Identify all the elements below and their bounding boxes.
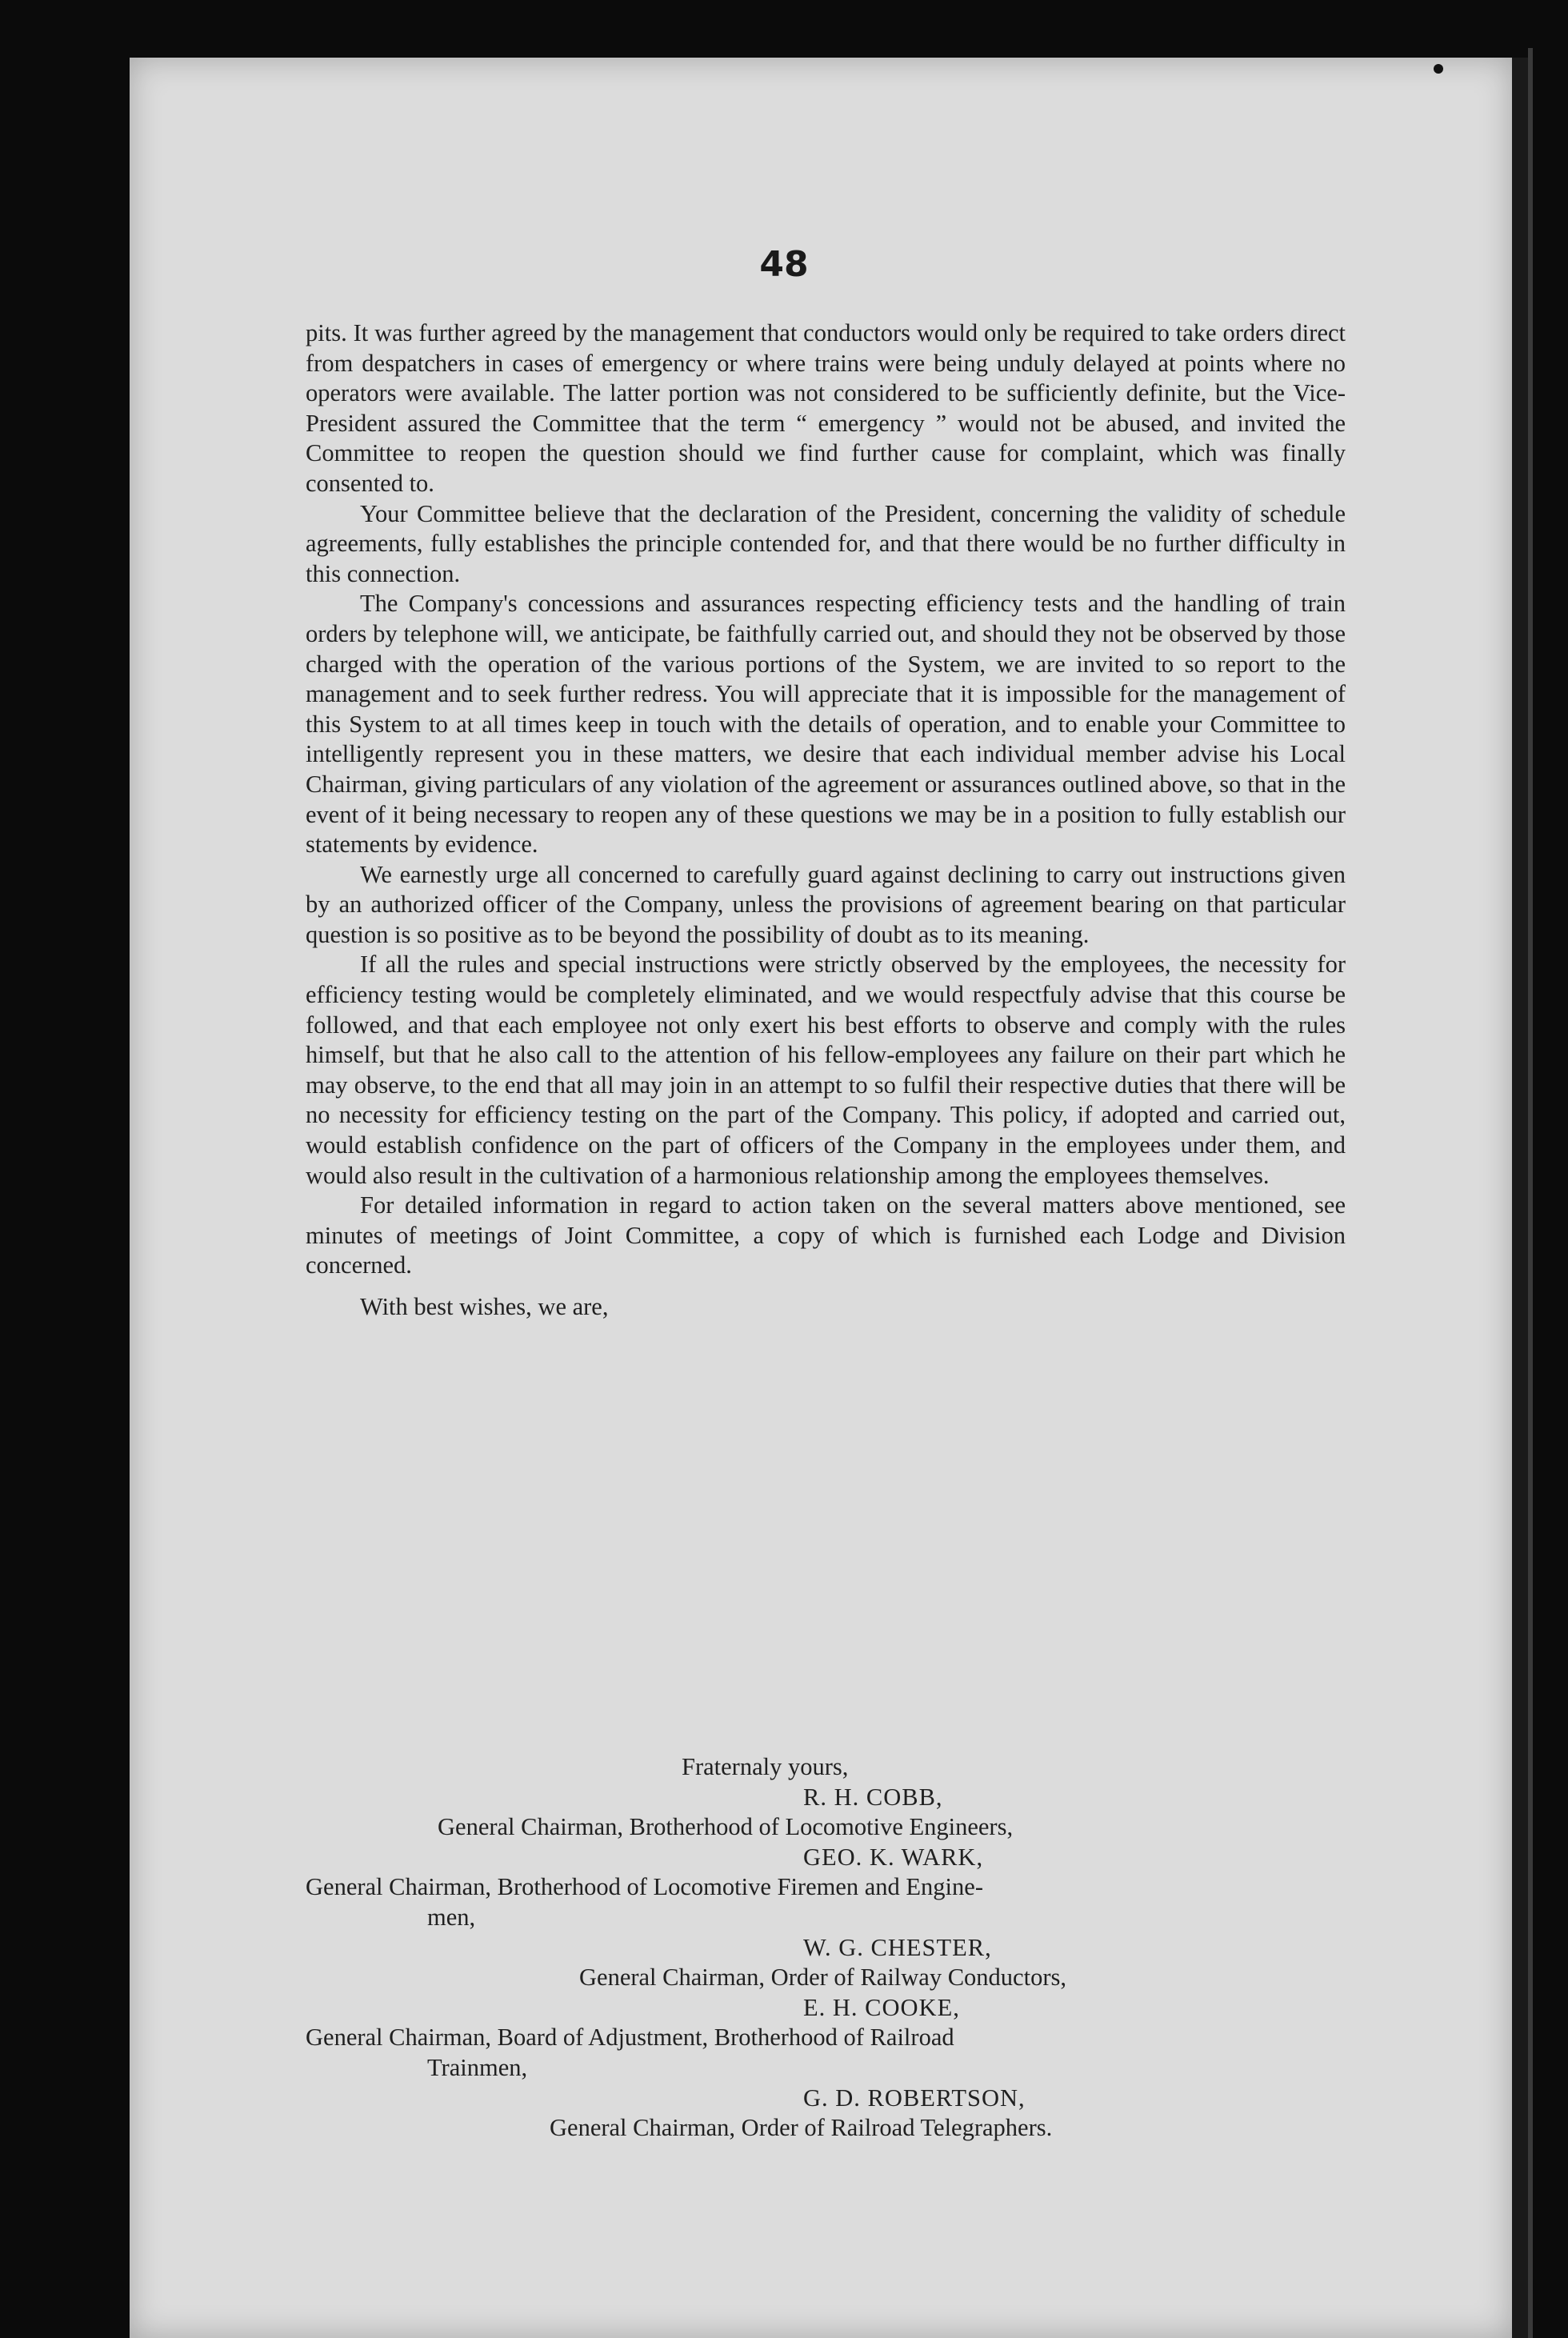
paragraph-continuation: pits. It was further agreed by the management that conductors would only be required to take orders direct from despatchers in cases of emergency or where trains were being unduly delayed at points where no operators were available. The latter portion was not considered to be sufficiently definite, but the Vice-President assured the Committee that the term “ emergency ” would not be abused, and invited the Committee to reopen the question should we find further cause for complaint, which was finally consented to. bbox=[306, 319, 1346, 497]
signatory-name: GEO. K. WARK, bbox=[803, 1843, 984, 1871]
signatory-title: General Chairman, Brotherhood of Locomotive Engineers, bbox=[438, 1813, 1014, 1841]
signatory-name: G. D. ROBERTSON, bbox=[803, 2084, 1026, 2112]
paragraph-minutes: For detailed information in regard to action taken on the several matters above mentioned, see minutes of meetings of Joint Committee, a copy of which is furnished each Lodge and Division concerned. bbox=[306, 1191, 1346, 1279]
signoff: Fraternaly yours, bbox=[682, 1753, 849, 1780]
paragraph-instructions: We earnestly urge all concerned to carefully guard against declining to carry out instructions given by an authorized officer of the Company, unless the provisions of agreement bearing on that particular question is so positive as to be beyond the possibility of doubt as to its meaning. bbox=[306, 860, 1346, 948]
paragraph-rules: If all the rules and special instructions were strictly observed by the employees, the necessity for efficiency testing would be completely eliminated, and we would respectfuly advise that this course be followed, and that each employee not only exert his best efforts to observe and comply with the rules himself, but that he also call to the attention of his fellow-employees any failure on their part which he may observe, to the end that all may join in an attempt to so fulfil their respective duties that there will be no necessity for efficiency testing on the part of the Company. This policy, if adopted and carried out, would establish confidence on the part of officers of the Company in the employees under them, and would also result in the cultivation of a harmonious relationship among the employees themselves. bbox=[306, 951, 1346, 1189]
signatory-title-continued: men, bbox=[427, 1903, 476, 1931]
signatory-title: General Chairman, Brotherhood of Locomotive Firemen and Engine- bbox=[306, 1873, 983, 1901]
signatory-title-continued: Trainmen, bbox=[427, 2053, 528, 2081]
signature-block bbox=[306, 1752, 1346, 2144]
signatory-name: E. H. COOKE, bbox=[803, 1993, 960, 2021]
signatory-title: General Chairman, Order of Railway Conductors, bbox=[579, 1964, 1066, 1992]
adjacent-page-edge bbox=[1528, 48, 1533, 2338]
paragraph-schedule-agreements: Your Committee believe that the declaration of the President, concerning the validity of schedule agreements, fully establishes the principle contended for, and that there would be no further difficulty in this connection. bbox=[306, 499, 1346, 587]
signatory-name: W. G. CHESTER, bbox=[803, 1933, 992, 1961]
ink-speck bbox=[1434, 64, 1443, 74]
letter-body bbox=[306, 318, 1346, 1323]
signatory-title: General Chairman, Order of Railroad Telegraphers. bbox=[550, 2114, 1053, 2142]
signatory-name: R. H. COBB, bbox=[803, 1783, 943, 1811]
page-number: 48 bbox=[759, 244, 809, 285]
signatory-title: General Chairman, Board of Adjustment, Brotherhood of Railroad bbox=[306, 2024, 954, 2052]
page-edge-shadow bbox=[1512, 58, 1528, 2338]
paragraph-concessions: The Company's concessions and assurances respecting efficiency tests and the handling of train orders by telephone will, we anticipate, be faithfully carried out, and should they not be observed by those charged with the operation of the various portions of the System, we are invited to so report to the management and to seek further redress. You will appreciate that it is impossible for the management of this System to at all times keep in touch with the details of operation, and to enable your Committee to intelligently represent you in these matters, we desire that each individual member advise his Local Chairman, giving particulars of any violation of the agreement or assurances outlined above, so that in the event of it being necessary to reopen any of these questions we may be in a position to fully establish our statements by evidence. bbox=[306, 590, 1346, 859]
closing-line: With best wishes, we are, bbox=[360, 1293, 609, 1320]
